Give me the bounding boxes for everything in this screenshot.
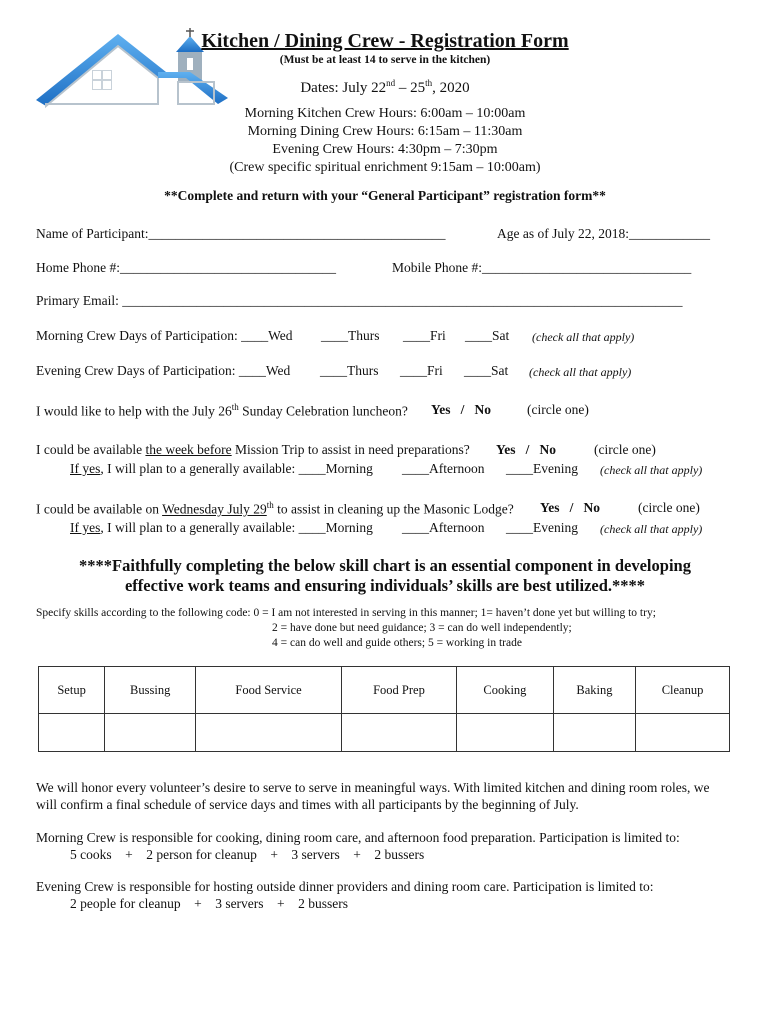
check-all-note: (check all that apply)	[600, 522, 703, 536]
hours-line: (Crew specific spiritual enrichment 9:15am – 10:00am)	[229, 160, 541, 175]
skill-input-cleanup[interactable]	[636, 714, 730, 752]
skill-input-bussing[interactable]	[105, 714, 196, 752]
mission-afternoon[interactable]: ____Afternoon	[402, 461, 485, 476]
luncheon-question: I would like to help with the July 26th Sunday Celebration luncheon?	[36, 402, 408, 419]
table-header-row	[39, 667, 730, 714]
page-title: Kitchen / Dining Crew - Registration Form	[201, 30, 569, 52]
skill-input-baking[interactable]	[553, 714, 635, 752]
home-phone-field[interactable]: Home Phone #:________________________________	[36, 260, 336, 275]
column-header-food-service: Food Service	[196, 667, 342, 714]
masonic-question: I could be available on Wednesday July 29th to assist in cleaning up the Masonic Lodge?	[36, 500, 514, 517]
honor-paragraph: will confirm a final schedule of service days and times with all participants by the beginning of July.	[36, 797, 579, 812]
skills-heading: effective work teams and ensuring individuals’ skills are best utilized.****	[124, 576, 646, 595]
skill-code-legend: Specify skills according to the following code: 0 = I am not interested in serving in this manner; 1= haven’t done yet but willing to try;	[36, 607, 656, 619]
age-requirement: (Must be at least 14 to serve in the kitchen)	[279, 54, 491, 66]
skill-code-legend: 2 = have done but need guidance; 3 = can do well independently;	[272, 622, 572, 634]
evening-days-thurs[interactable]: ____Thurs	[320, 363, 379, 378]
evening-days-sat[interactable]: ____Sat	[464, 363, 509, 378]
circle-one-note: (circle one)	[527, 402, 589, 417]
skill-input-cooking[interactable]	[457, 714, 554, 752]
skill-input-setup[interactable]	[39, 714, 105, 752]
skill-code-legend: 4 = can do well and guide others; 5 = working in trade	[272, 637, 522, 649]
column-header-cleanup: Cleanup	[636, 667, 730, 714]
masonic-yes-no[interactable]: Yes / No	[540, 500, 600, 515]
morning-crew-limits: 5 cooks + 2 person for cleanup + 3 servers + 2 bussers	[70, 847, 425, 862]
event-dates: Dates: July 22nd – 25th, 2020	[300, 78, 470, 96]
masonic-morning[interactable]: If yes, I will plan to a generally available: ____Morning	[70, 520, 373, 535]
morning-days-fri[interactable]: ____Fri	[403, 328, 446, 343]
name-field[interactable]: Name of Participant:____________________________________________	[36, 226, 446, 241]
skills-heading: ****Faithfully completing the below skill chart is an essential component in developing	[79, 556, 691, 575]
masonic-afternoon[interactable]: ____Afternoon	[402, 520, 485, 535]
hours-line: Evening Crew Hours: 4:30pm – 7:30pm	[272, 142, 498, 157]
evening-crew-paragraph: Evening Crew is responsible for hosting outside dinner providers and dining room care. Participation is limited to:	[36, 879, 654, 894]
hours-line: Morning Kitchen Crew Hours: 6:00am – 10:00am	[244, 106, 526, 121]
morning-days-wed[interactable]: Morning Crew Days of Participation: ____Wed	[36, 328, 293, 343]
evening-days-wed[interactable]: Evening Crew Days of Participation: ____Wed	[36, 363, 291, 378]
check-all-note: (check all that apply)	[600, 463, 703, 477]
column-header-baking: Baking	[553, 667, 635, 714]
hours-line: Morning Dining Crew Hours: 6:15am – 11:30am	[247, 124, 523, 139]
email-field[interactable]: Primary Email: ___________________________________________________________________________________	[36, 293, 683, 308]
mission-yes-no[interactable]: Yes / No	[496, 442, 556, 457]
evening-days-fri[interactable]: ____Fri	[400, 363, 443, 378]
mobile-phone-field[interactable]: Mobile Phone #:_______________________________	[392, 260, 692, 275]
honor-paragraph: We will honor every volunteer’s desire to serve to serve in meaningful ways. With limited kitchen and dining room roles, we	[36, 780, 710, 795]
mission-question: I could be available the week before Mission Trip to assist in need preparations?	[36, 442, 470, 457]
column-header-bussing: Bussing	[105, 667, 196, 714]
age-field[interactable]: Age as of July 22, 2018:____________	[497, 226, 710, 241]
column-header-cooking: Cooking	[457, 667, 554, 714]
circle-one-note: (circle one)	[638, 500, 700, 515]
skill-input-food-prep[interactable]	[341, 714, 456, 752]
skill-input-food-service[interactable]	[196, 714, 342, 752]
check-all-note: (check all that apply)	[532, 330, 635, 344]
check-all-note: (check all that apply)	[529, 365, 632, 379]
masonic-evening[interactable]: ____Evening	[506, 520, 578, 535]
mission-morning[interactable]: If yes, I will plan to a generally available: ____Morning	[70, 461, 373, 476]
column-header-food-prep: Food Prep	[341, 667, 456, 714]
morning-days-sat[interactable]: ____Sat	[465, 328, 510, 343]
mission-evening[interactable]: ____Evening	[506, 461, 578, 476]
morning-crew-paragraph: Morning Crew is responsible for cooking, dining room care, and afternoon food preparation. Participation is limited to:	[36, 830, 680, 845]
evening-crew-limits: 2 people for cleanup + 3 servers + 2 bussers	[70, 896, 349, 911]
skills-table	[38, 666, 730, 752]
circle-one-note: (circle one)	[594, 442, 656, 457]
morning-days-thurs[interactable]: ____Thurs	[321, 328, 380, 343]
complete-note: **Complete and return with your “General Participant” registration form**	[164, 188, 606, 203]
table-row	[39, 714, 730, 752]
luncheon-yes-no[interactable]: Yes / No	[431, 402, 491, 417]
column-header-setup: Setup	[39, 667, 105, 714]
